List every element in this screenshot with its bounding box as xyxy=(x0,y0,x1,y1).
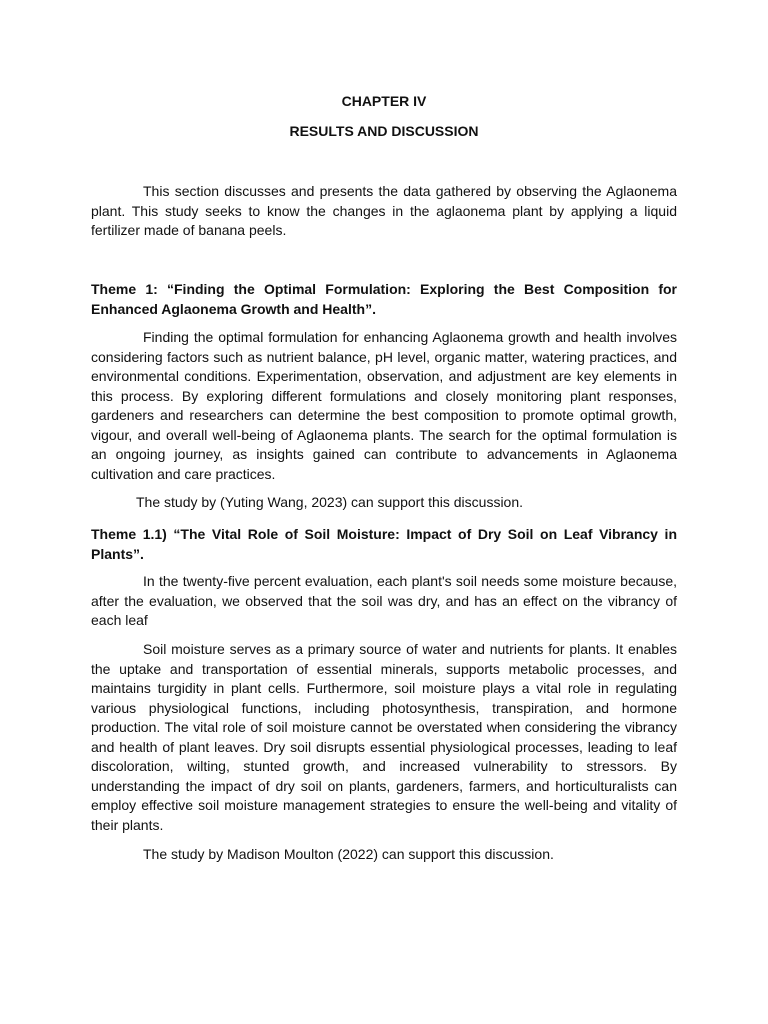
theme1-1-paragraph2: Soil moisture serves as a primary source of water and nutrients for plants. It enables the uptake and transportation of essential minerals, supports metabolic processes, and maintains turgidity in plant cells. Furthermore, soil moisture plays a vital role in regulating various physiological functions, including photosynthesis, transpiration, and hormone production. The vital role of soil moisture cannot be overstated when considering the vibrancy and health of plant leaves. Dry soil disrupts essential physiological processes, leading to leaf discoloration, wilting, stunted growth, and increased vulnerability to stressors. By understanding the impact of dry soil on plants, gardeners, farmers, and horticulturalists can employ effective soil moisture management strategies to ensure the well-being and vitality of their plants. xyxy=(91,641,677,833)
chapter-title: RESULTS AND DISCUSSION xyxy=(289,123,479,139)
theme1-support: The study by (Yuting Wang, 2023) can support this discussion. xyxy=(136,494,524,510)
chapter-number: CHAPTER IV xyxy=(341,93,427,109)
theme1-heading-prefix: Theme 1: xyxy=(91,281,167,297)
theme1-heading-text: “Finding the Optimal Formulation: Exploring the Best Composition for Enhanced Aglaonema Growth and Health”. xyxy=(91,281,677,317)
theme1-1-support: The study by Madison Moulton (2022) can support this discussion. xyxy=(143,846,554,862)
theme1-1-heading: Theme 1.1) “The Vital Role of Soil Moisture: Impact of Dry Soil on Leaf Vibrancy in Plants”. xyxy=(91,526,677,562)
theme1-paragraph: Finding the optimal formulation for enhancing Aglaonema growth and health involves considering factors such as nutrient balance, pH level, organic matter, watering practices, and environmental conditions. Experimentation, observation, and adjustment are key elements in this process. By exploring different formulations and closely monitoring plant responses, gardeners and researchers can determine the best composition to promote optimal growth, vigour, and overall well-being of Aglaonema plants. The search for the optimal formulation is an ongoing journey, as insights gained can contribute to advancements in Aglaonema cultivation and care practices. xyxy=(91,329,677,482)
theme1-1-paragraph1: In the twenty-five percent evaluation, each plant's soil needs some moisture because, after the evaluation, we observed that the soil was dry, and has an effect on the vibrancy of each leaf xyxy=(91,573,677,628)
intro-paragraph: This section discusses and presents the data gathered by observing the Aglaonema plant. This study seeks to know the changes in the aglaonema plant by applying a liquid fertilizer made of banana peels. xyxy=(91,183,677,238)
theme1-heading xyxy=(91,279,677,319)
